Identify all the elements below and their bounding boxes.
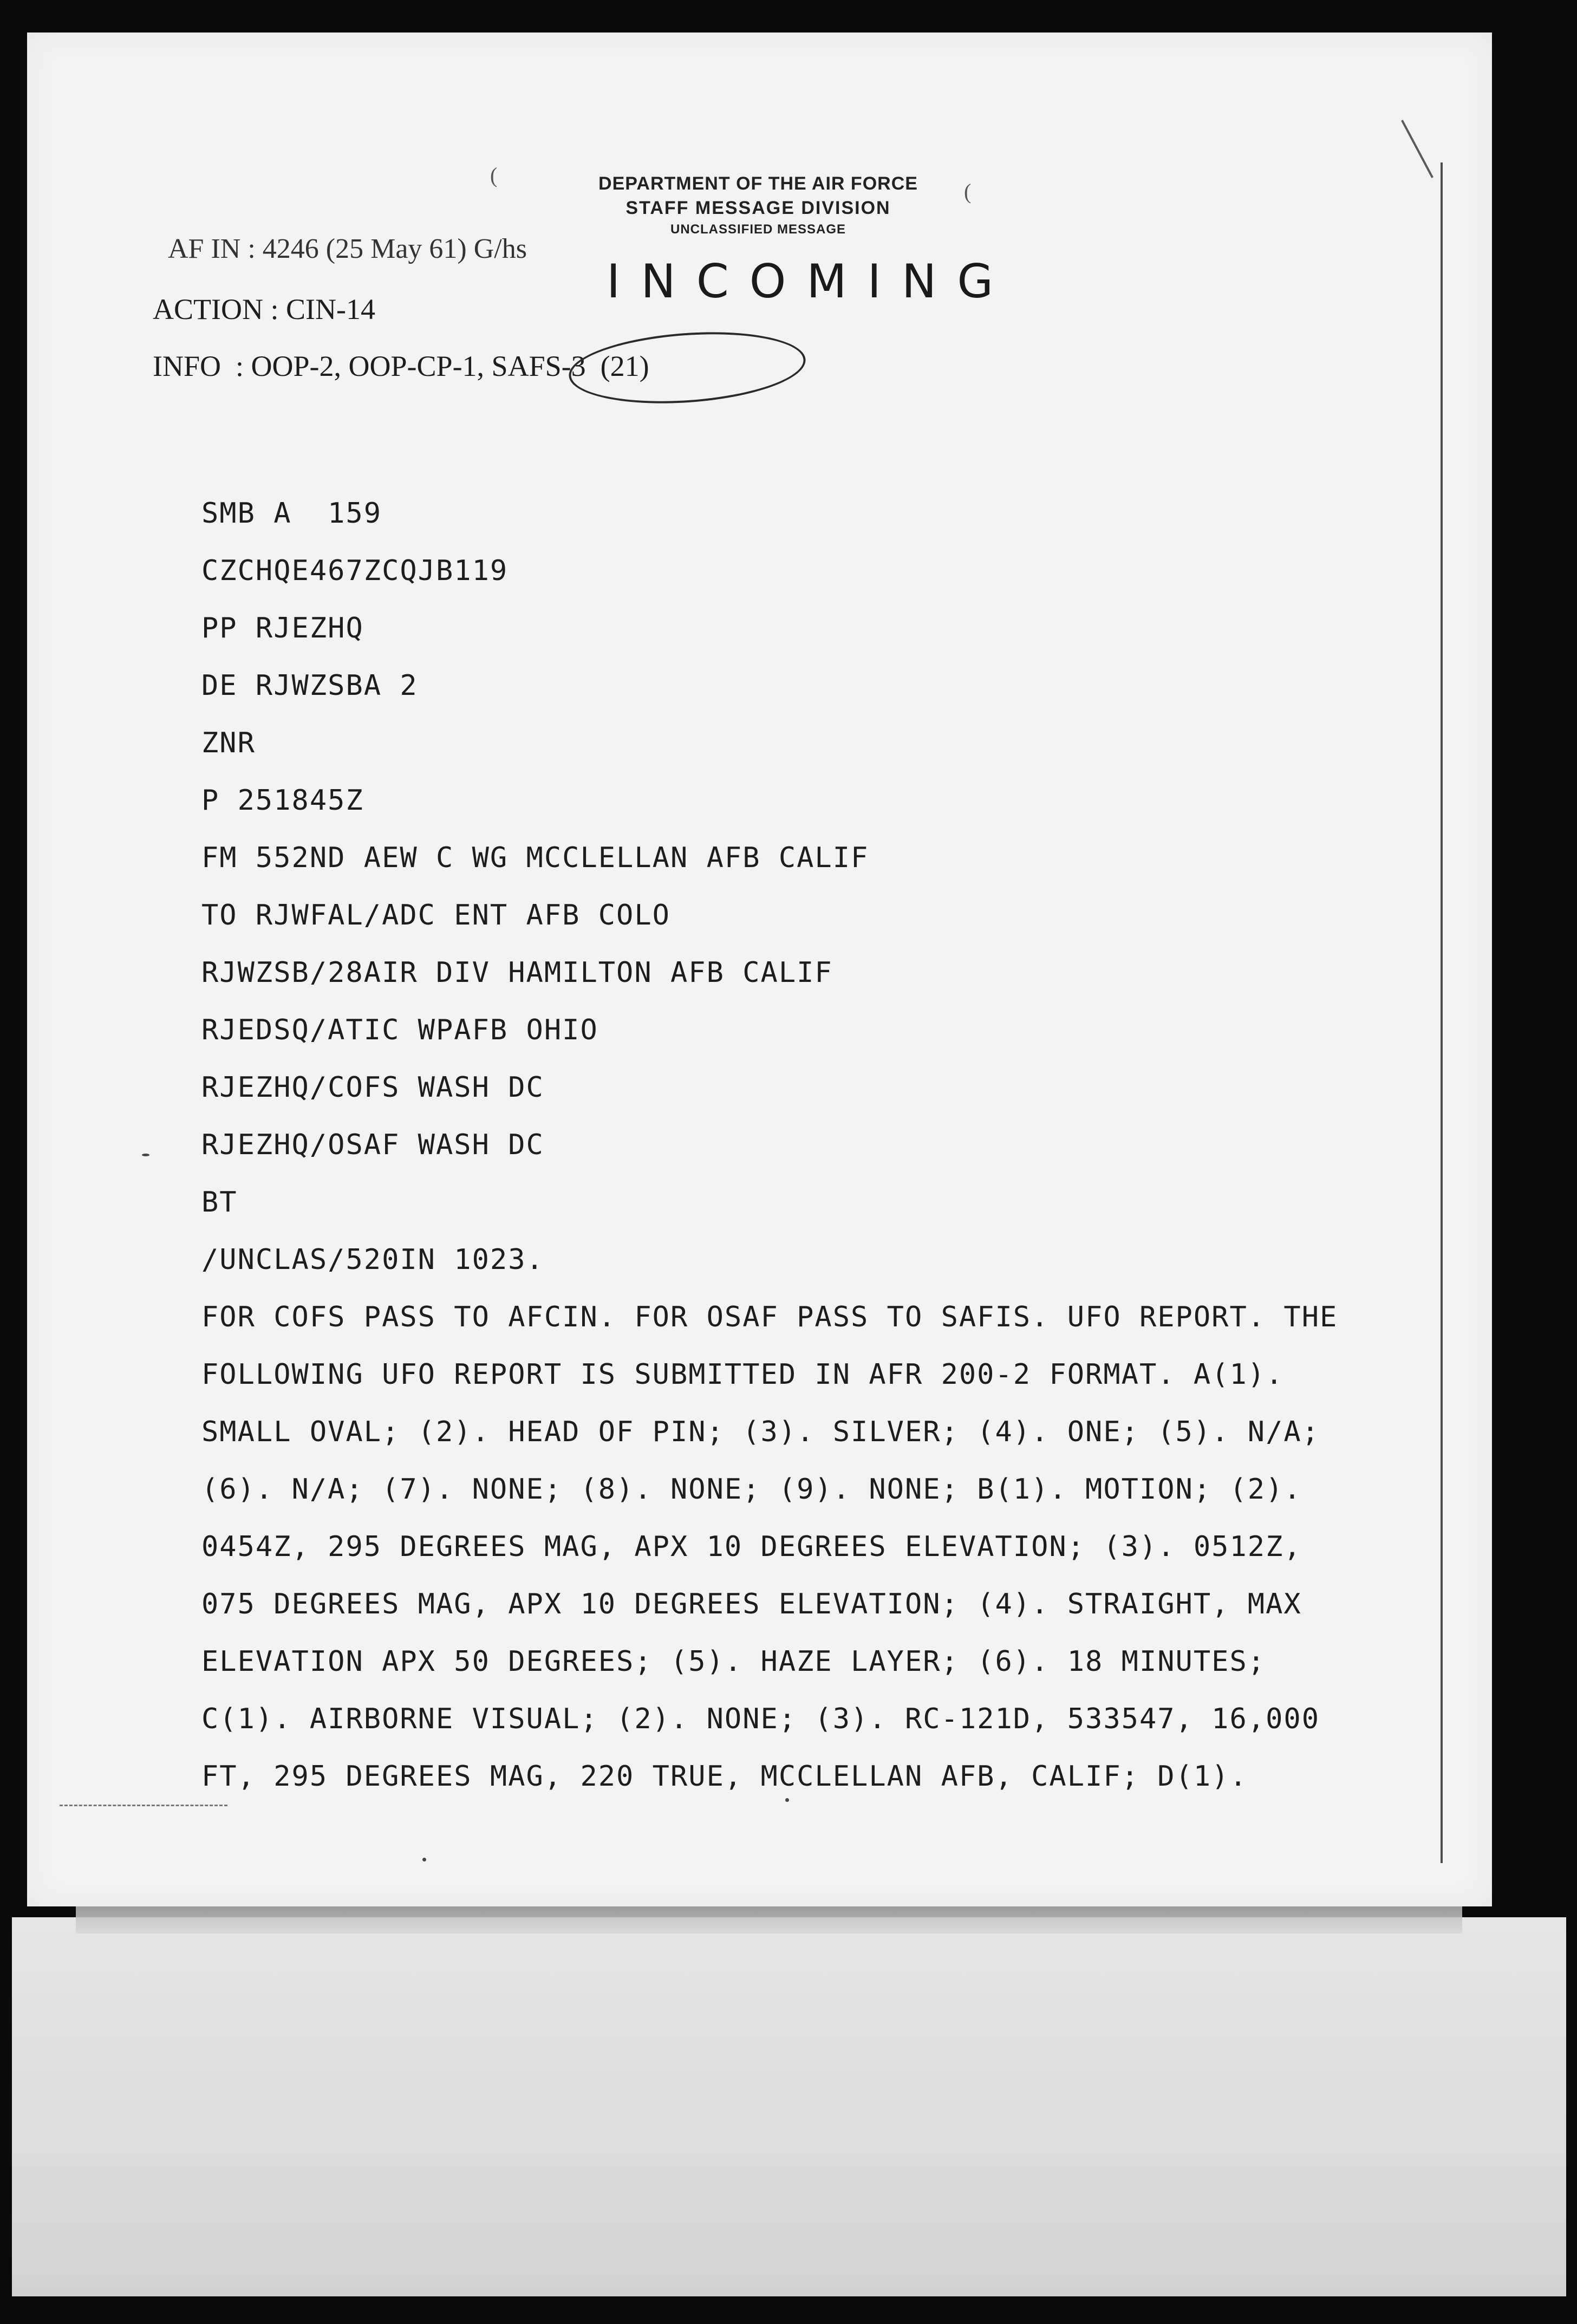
message-line: RJWZSB/28AIR DIV HAMILTON AFB CALIF <box>201 956 833 989</box>
action-line: ACTION : CIN-14 <box>153 293 375 326</box>
info-line: INFO : OOP-2, OOP-CP-1, SAFS-3 (21) <box>153 350 649 382</box>
speck <box>422 1858 426 1861</box>
af-in-line: AF IN : 4246 (25 May 61) G/hs <box>168 233 527 264</box>
message-line: SMALL OVAL; (2). HEAD OF PIN; (3). SILVER; (4). ONE; (5). N/A; <box>201 1416 1320 1448</box>
speck <box>142 1154 149 1156</box>
message-line: /UNCLAS/520IN 1023. <box>201 1244 544 1276</box>
message-line: RJEDSQ/ATIC WPAFB OHIO <box>201 1014 598 1046</box>
message-line: FM 552ND AEW C WG MCCLELLAN AFB CALIF <box>201 842 869 874</box>
message-line: DE RJWZSBA 2 <box>201 669 418 702</box>
message-body <box>201 485 1447 1805</box>
division-title: STAFF MESSAGE DIVISION <box>625 198 891 218</box>
message-line: PP RJEZHQ <box>201 612 364 645</box>
film-margin <box>12 1917 1566 2296</box>
department-title: DEPARTMENT OF THE AIR FORCE <box>598 173 918 194</box>
message-line: CZCHQE467ZCQJB119 <box>201 555 509 587</box>
dashed-margin-mark <box>60 1805 227 1806</box>
message-line: ELEVATION APX 50 DEGREES; (5). HAZE LAYER; (6). 18 MINUTES; <box>201 1645 1266 1678</box>
right-parenthesis-mark: ( <box>964 179 972 204</box>
classification-label: UNCLASSIFIED MESSAGE <box>670 222 846 237</box>
message-line: (6). N/A; (7). NONE; (8). NONE; (9). NONE; B(1). MOTION; (2). <box>201 1473 1302 1506</box>
message-line: C(1). AIRBORNE VISUAL; (2). NONE; (3). RC-121D, 533547, 16,000 <box>201 1703 1320 1735</box>
message-header <box>585 173 931 237</box>
message-line: FOR COFS PASS TO AFCIN. FOR OSAF PASS TO SAFIS. UFO REPORT. THE <box>201 1301 1338 1333</box>
speck <box>785 1798 789 1802</box>
message-line: 075 DEGREES MAG, APX 10 DEGREES ELEVATION; (4). STRAIGHT, MAX <box>201 1588 1302 1620</box>
message-line: RJEZHQ/OSAF WASH DC <box>201 1129 544 1161</box>
message-line: BT <box>201 1186 238 1219</box>
message-line: RJEZHQ/COFS WASH DC <box>201 1071 544 1104</box>
message-line: FOLLOWING UFO REPORT IS SUBMITTED IN AFR 200-2 FORMAT. A(1). <box>201 1358 1284 1391</box>
message-line: 0454Z, 295 DEGREES MAG, APX 10 DEGREES ELEVATION; (3). 0512Z, <box>201 1531 1302 1563</box>
message-line: TO RJWFAL/ADC ENT AFB COLO <box>201 899 670 932</box>
message-line: P 251845Z <box>201 784 364 817</box>
message-line: SMB A 159 <box>201 497 382 530</box>
incoming-stamp: INCOMING <box>607 255 1014 309</box>
message-line: FT, 295 DEGREES MAG, 220 TRUE, MCCLELLAN AFB, CALIF; D(1). <box>201 1760 1248 1793</box>
message-line: ZNR <box>201 727 256 759</box>
left-parenthesis-mark: ( <box>490 163 498 187</box>
